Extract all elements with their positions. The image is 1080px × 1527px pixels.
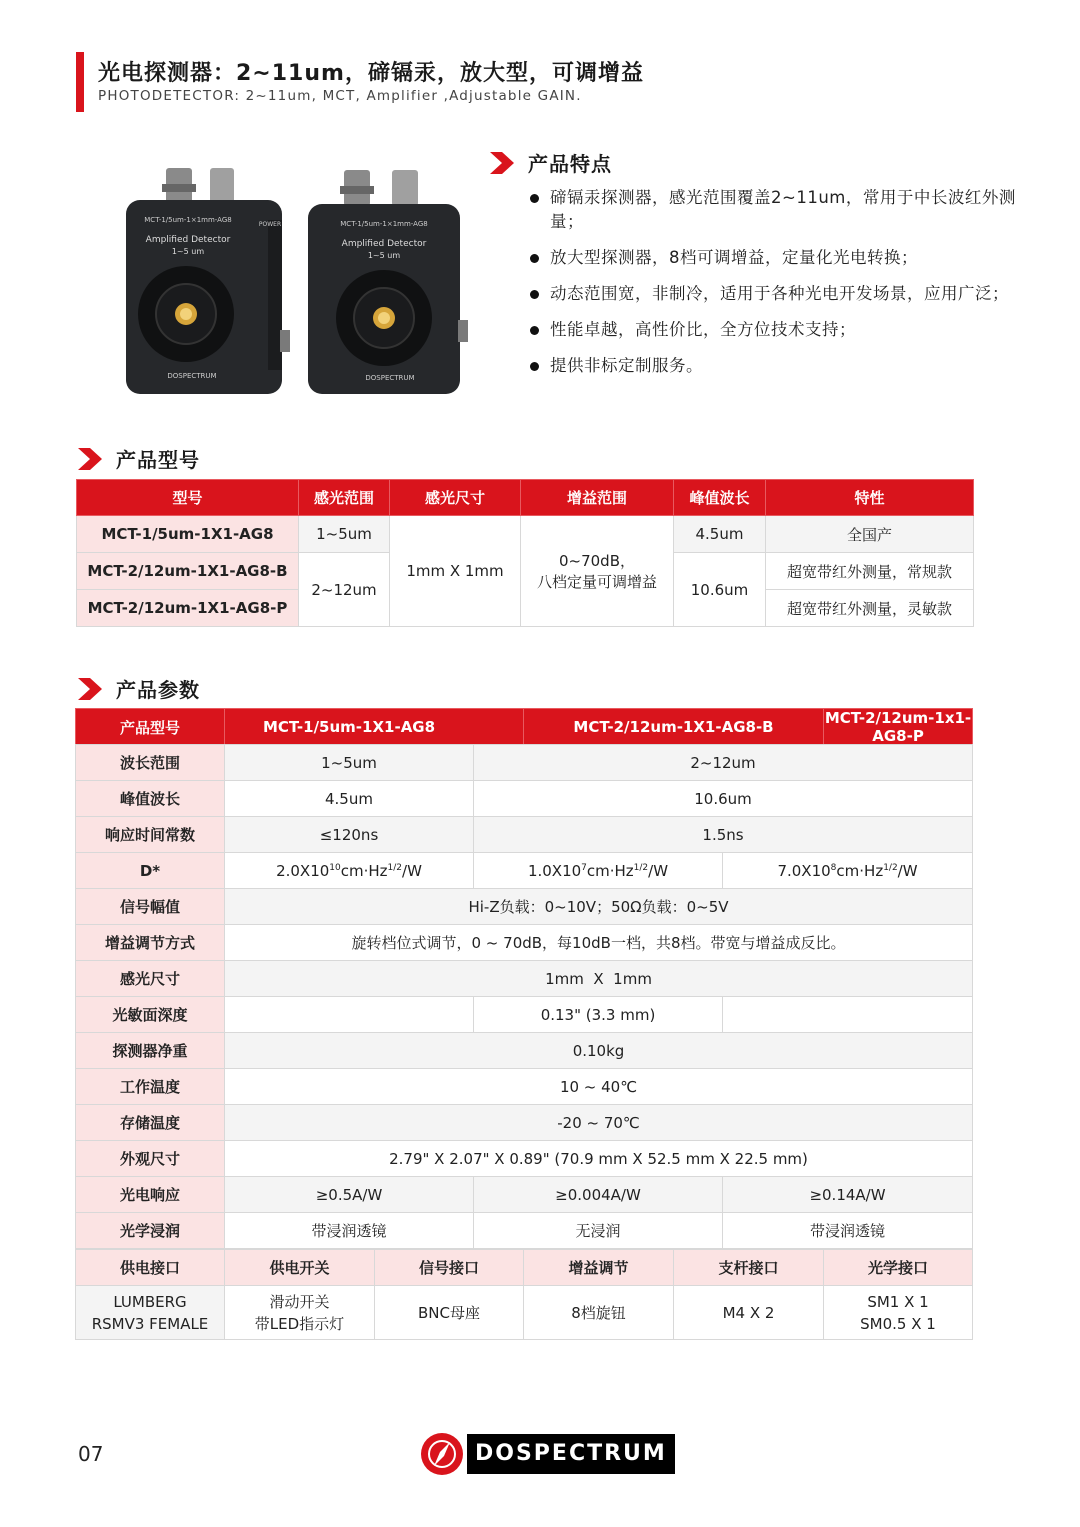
- row-label: 响应时间常数: [76, 817, 225, 853]
- params-table: [75, 708, 973, 746]
- col-header: MCT-2/12um-1X1-AG8-B: [524, 709, 824, 746]
- chevron-right-icon: [78, 678, 104, 700]
- row-label: 峰值波长: [76, 781, 225, 817]
- cell: M4 X 2: [674, 1286, 824, 1340]
- cell-line: 带LED指示灯: [254, 1314, 345, 1333]
- page-number: 07: [78, 1442, 104, 1466]
- table-row: [76, 745, 973, 781]
- cell-line: RSMV3 FEMALE: [91, 1314, 209, 1333]
- table-row: [76, 997, 973, 1033]
- title-accent-bar: [76, 52, 84, 112]
- cell: $7.0X10^8cm\cdot Hz^{1/2}/W$: [723, 853, 973, 889]
- table-row: [76, 1105, 973, 1141]
- row-label: 光敏面深度: [76, 997, 225, 1033]
- cell: 4.5um: [225, 781, 474, 817]
- range-cell: 2~12um: [299, 553, 390, 627]
- params-title: 产品参数: [116, 678, 200, 702]
- cell: -20 ~ 70℃: [225, 1105, 973, 1141]
- interfaces-table: [75, 1249, 973, 1340]
- cell: Hi-Z负载：0~10V；50Ω负载：0~5V: [225, 889, 973, 925]
- gain-line: 八档定量可调增益: [536, 573, 657, 591]
- cell: 带浸润透镜: [723, 1213, 973, 1249]
- row-header: 产品型号: [76, 709, 225, 746]
- range-cell: 1~5um: [299, 516, 390, 553]
- feature-cell: 全国产: [766, 516, 974, 553]
- cell-line: LUMBERG: [113, 1292, 187, 1311]
- gain-cell: [521, 516, 674, 627]
- table-row: [76, 1213, 973, 1249]
- product-photo: [118, 160, 478, 400]
- svg-text:MCT-1/5um-1×1mm-AG8: MCT-1/5um-1×1mm-AG8: [144, 216, 232, 224]
- cell: [225, 1286, 375, 1340]
- models-header-row: [77, 480, 974, 516]
- col-header: 感光范围: [299, 480, 390, 516]
- chevron-right-icon: [490, 152, 516, 174]
- row-label: D*: [76, 853, 225, 889]
- model-name: MCT-2/12um-1X1-AG8-B: [77, 553, 299, 590]
- cell: 10.6um: [474, 781, 973, 817]
- page-title: 光电探测器：2~11um，碲镉汞，放大型，可调增益: [98, 61, 644, 86]
- cell: [76, 1286, 225, 1340]
- cell: [824, 1286, 973, 1340]
- brand-logo: [420, 1432, 675, 1476]
- col-header: 增益范围: [521, 480, 674, 516]
- feature-item: 性能卓越，高性价比，全方位技术支持；: [528, 318, 1028, 342]
- row-label: 增益调节方式: [76, 925, 225, 961]
- col-header: MCT-2/12um-1x1-AG8-P: [824, 709, 972, 745]
- cell: 0.13" (3.3 mm): [474, 997, 723, 1033]
- svg-text:MCT-1/5um-1×1mm-AG8: MCT-1/5um-1×1mm-AG8: [340, 220, 428, 228]
- features-heading: [490, 148, 612, 177]
- svg-text:Amplified Detector: Amplified Detector: [341, 239, 427, 249]
- svg-text:1~5 um: 1~5 um: [367, 251, 401, 260]
- page-subtitle: PHOTODETECTOR: 2~11um, MCT, Amplifier ,Adjustable GAIN.: [98, 88, 582, 104]
- svg-text:DOSPECTRUM: DOSPECTRUM: [365, 374, 415, 382]
- interfaces-header-row: [76, 1250, 973, 1286]
- cell-line: 滑动开关: [269, 1292, 330, 1311]
- table-row: [76, 781, 973, 817]
- col-header: 供电开关: [225, 1250, 375, 1286]
- model-name: MCT-2/12um-1X1-AG8-P: [77, 590, 299, 627]
- gain-line: 0~70dB，: [558, 552, 635, 570]
- feature-item: 动态范围宽，非制冷，适用于各种光电开发场景，应用广泛；: [528, 282, 1028, 306]
- models-table: [76, 479, 974, 627]
- cell: 0.10kg: [225, 1033, 973, 1069]
- row-label: 光电响应: [76, 1177, 225, 1213]
- detector-device-right: [308, 170, 468, 394]
- params-header-row: [76, 709, 973, 746]
- models-title: 产品型号: [116, 448, 200, 472]
- table-row: [76, 1286, 973, 1340]
- cell: [723, 997, 973, 1033]
- cell: ≤120ns: [225, 817, 474, 853]
- table-row: [76, 817, 973, 853]
- feature-item: 碲镉汞探测器，感光范围覆盖2~11um，常用于中长波红外测量；: [528, 186, 1020, 234]
- cell: $2.0X10^{10}cm\cdot Hz^{1/2}/W$: [225, 853, 474, 889]
- cell: 无浸润: [474, 1213, 723, 1249]
- feature-list: [528, 186, 1028, 390]
- cell: 1.5ns: [474, 817, 973, 853]
- svg-text:POWER: POWER: [258, 221, 282, 228]
- table-row: [76, 1069, 973, 1105]
- col-header: 峰值波长: [674, 480, 766, 516]
- feature-item: 放大型探测器，8档可调增益，定量化光电转换；: [528, 246, 1028, 270]
- col-header: 信号接口: [375, 1250, 524, 1286]
- cell: BNC母座: [375, 1286, 524, 1340]
- cell-line: SM1 X 1: [867, 1292, 929, 1311]
- row-label: 波长范围: [76, 745, 225, 781]
- size-cell: 1mm X 1mm: [390, 516, 521, 627]
- params-heading: [78, 674, 200, 703]
- peak-cell: 10.6um: [674, 553, 766, 627]
- row-label: 感光尺寸: [76, 961, 225, 997]
- brand-name: DOSPECTRUM: [467, 1434, 675, 1474]
- row-label: 外观尺寸: [76, 1141, 225, 1177]
- models-heading: [78, 444, 200, 473]
- table-row: [76, 1033, 973, 1069]
- row-label: 光学浸润: [76, 1213, 225, 1249]
- col-header: 光学接口: [824, 1250, 973, 1286]
- feature-item: 提供非标定制服务。: [528, 354, 1028, 378]
- row-label: 工作温度: [76, 1069, 225, 1105]
- compass-logo-icon: [420, 1432, 464, 1476]
- col-header: MCT-1/5um-1X1-AG8: [225, 709, 524, 746]
- feature-cell: 超宽带红外测量，常规款: [766, 553, 974, 590]
- row-label: 信号幅值: [76, 889, 225, 925]
- table-row: [76, 925, 973, 961]
- cell: 10 ~ 40℃: [225, 1069, 973, 1105]
- col-header: 特性: [766, 480, 974, 516]
- svg-text:Amplified Detector: Amplified Detector: [145, 235, 231, 245]
- row-label: 探测器净重: [76, 1033, 225, 1069]
- cell: 8档旋钮: [524, 1286, 674, 1340]
- table-row: [76, 1177, 973, 1213]
- table-row: [76, 961, 973, 997]
- col-header: 型号: [77, 480, 299, 516]
- cell: 2.79" X 2.07" X 0.89" (70.9 mm X 52.5 mm X 22.5 mm): [225, 1141, 973, 1177]
- cell: 2~12um: [474, 745, 973, 781]
- feature-cell: 超宽带红外测量，灵敏款: [766, 590, 974, 627]
- cell: 1~5um: [225, 745, 474, 781]
- svg-text:1~5 um: 1~5 um: [171, 247, 205, 256]
- col-header: 支杆接口: [674, 1250, 824, 1286]
- col-header: 感光尺寸: [390, 480, 521, 516]
- cell: $1.0X10^7cm\cdot Hz^{1/2}/W$: [474, 853, 723, 889]
- cell: ≥0.5A/W: [225, 1177, 474, 1213]
- cell: 旋转档位式调节，0 ~ 70dB，每10dB一档，共8档。带宽与增益成反比。: [225, 925, 973, 961]
- table-row: [76, 1141, 973, 1177]
- detector-device-left: [126, 168, 290, 394]
- features-title: 产品特点: [528, 152, 612, 176]
- col-header: 供电接口: [76, 1250, 225, 1286]
- cell: 1mm X 1mm: [225, 961, 973, 997]
- cell: [225, 997, 474, 1033]
- table-row: [77, 516, 974, 553]
- model-name: MCT-1/5um-1X1-AG8: [77, 516, 299, 553]
- cell: ≥0.004A/W: [474, 1177, 723, 1213]
- col-header: 增益调节: [524, 1250, 674, 1286]
- cell: 带浸润透镜: [225, 1213, 474, 1249]
- cell-line: SM0.5 X 1: [860, 1314, 936, 1333]
- table-row: [76, 853, 973, 889]
- table-row: [76, 889, 973, 925]
- svg-text:DOSPECTRUM: DOSPECTRUM: [167, 372, 217, 380]
- params-body: [75, 744, 973, 1249]
- row-label: 存储温度: [76, 1105, 225, 1141]
- peak-cell: 4.5um: [674, 516, 766, 553]
- chevron-right-icon: [78, 448, 104, 470]
- cell: ≥0.14A/W: [723, 1177, 973, 1213]
